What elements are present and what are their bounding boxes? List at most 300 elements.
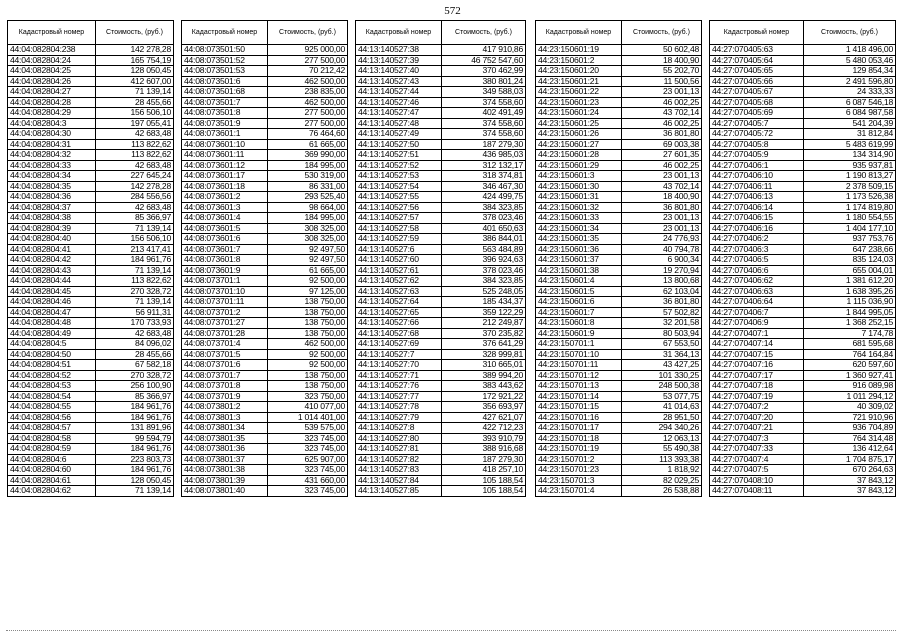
table-row <box>356 423 526 434</box>
table-row <box>356 433 526 444</box>
table-row <box>710 192 896 203</box>
table-row <box>8 265 174 276</box>
cost-value: 184 995,00 <box>268 160 348 171</box>
cost-value: 98 664,00 <box>268 202 348 213</box>
cadastral-number: 44:27:070405:67 <box>710 87 804 98</box>
header-cadastral: Кадастровый номер <box>8 21 96 45</box>
cost-value: 138 750,00 <box>268 297 348 308</box>
cost-value: 42 683,48 <box>96 328 174 339</box>
cadastral-table-4 <box>535 20 702 497</box>
table-row <box>182 465 348 476</box>
cadastral-number: 44:04:082804:40 <box>8 234 96 245</box>
cost-value: 1 404 177,10 <box>804 223 896 234</box>
cost-value: 128 050,45 <box>96 66 174 77</box>
header-cadastral: Кадастровый номер <box>710 21 804 45</box>
table-row <box>182 213 348 224</box>
cadastral-number: 44:13:140527:56 <box>356 202 442 213</box>
cadastral-number: 44:27:070408:11 <box>710 486 804 497</box>
cadastral-number: 44:23:150601:34 <box>536 223 622 234</box>
cost-value: 142 278,28 <box>96 45 174 56</box>
cadastral-number: 44:27:070407:20 <box>710 412 804 423</box>
cost-value: 156 506,10 <box>96 108 174 119</box>
table-row <box>8 244 174 255</box>
table-row <box>536 412 702 423</box>
table-row <box>710 265 896 276</box>
cadastral-number: 44:23:150701:23 <box>536 465 622 476</box>
cadastral-number: 44:08:073701:28 <box>182 328 268 339</box>
cadastral-number: 44:04:082804:34 <box>8 171 96 182</box>
cost-value: 185 434,37 <box>442 297 526 308</box>
cadastral-number: 44:04:082804:28 <box>8 97 96 108</box>
cost-value: 388 916,68 <box>442 444 526 455</box>
cadastral-number: 44:27:070407:18 <box>710 381 804 392</box>
table-row <box>8 391 174 402</box>
table-row <box>8 433 174 444</box>
table-row <box>710 129 896 140</box>
table-row <box>8 297 174 308</box>
cadastral-number: 44:13:140527:61 <box>356 265 442 276</box>
cost-value: 410 077,00 <box>268 402 348 413</box>
cost-value: 42 683,48 <box>96 202 174 213</box>
table-row <box>536 192 702 203</box>
cost-value: 46 002,25 <box>622 118 702 129</box>
cost-value: 40 309,02 <box>804 402 896 413</box>
cost-value: 412 607,00 <box>96 76 174 87</box>
table-row <box>710 181 896 192</box>
table-row <box>536 255 702 266</box>
cost-value: 359 122,29 <box>442 307 526 318</box>
cadastral-number: 44:13:140527:80 <box>356 433 442 444</box>
cost-value: 1 818,92 <box>622 465 702 476</box>
cadastral-number: 44:04:082804:56 <box>8 412 96 423</box>
table-row <box>710 328 896 339</box>
cadastral-number: 44:23:150701:2 <box>536 454 622 465</box>
table-row <box>536 454 702 465</box>
table-row <box>8 213 174 224</box>
cadastral-number: 44:04:082804:57 <box>8 423 96 434</box>
header-cost: Стоимость, (руб.) <box>622 21 702 45</box>
cost-value: 43 702,14 <box>622 108 702 119</box>
cost-value: 2 491 596,80 <box>804 76 896 87</box>
cost-value: 323 745,00 <box>268 433 348 444</box>
cost-value: 36 801,80 <box>622 129 702 140</box>
table-row <box>536 276 702 287</box>
cadastral-number: 44:23:150701:16 <box>536 412 622 423</box>
cost-value: 113 822,62 <box>96 139 174 150</box>
cost-value: 105 188,54 <box>442 486 526 497</box>
table-row <box>536 339 702 350</box>
cost-value: 277 500,00 <box>268 55 348 66</box>
table-row <box>356 412 526 423</box>
cost-value: 328 999,81 <box>442 349 526 360</box>
table-row <box>710 87 896 98</box>
cost-value: 681 595,68 <box>804 339 896 350</box>
cost-value: 374 558,60 <box>442 118 526 129</box>
table-row <box>710 244 896 255</box>
cost-value: 436 985,03 <box>442 150 526 161</box>
table-row <box>182 454 348 465</box>
cadastral-number: 44:08:073701:9 <box>182 391 268 402</box>
cost-value: 625 907,00 <box>268 454 348 465</box>
cost-value: 134 314,90 <box>804 150 896 161</box>
cadastral-number: 44:04:082804:35 <box>8 181 96 192</box>
table-row <box>182 444 348 455</box>
cadastral-number: 44:04:082804:31 <box>8 139 96 150</box>
cadastral-number: 44:04:082804:29 <box>8 108 96 119</box>
cost-value: 308 325,00 <box>268 234 348 245</box>
cadastral-number: 44:13:140527:51 <box>356 150 442 161</box>
cost-value: 323 745,00 <box>268 444 348 455</box>
cadastral-number: 44:13:140527:63 <box>356 286 442 297</box>
table-row <box>710 370 896 381</box>
cadastral-number: 44:08:073601:17 <box>182 171 268 182</box>
cadastral-number: 44:13:140527:44 <box>356 87 442 98</box>
table-row <box>536 360 702 371</box>
table-row <box>356 307 526 318</box>
cadastral-number: 44:13:140527:58 <box>356 223 442 234</box>
table-row <box>8 45 174 56</box>
table-row <box>8 286 174 297</box>
cadastral-number: 44:23:150601:24 <box>536 108 622 119</box>
table-row <box>8 423 174 434</box>
cost-value: 402 491,49 <box>442 108 526 119</box>
cost-value: 187 279,30 <box>442 139 526 150</box>
table-row <box>356 297 526 308</box>
table-row <box>182 318 348 329</box>
cadastral-number: 44:13:140527:60 <box>356 255 442 266</box>
cadastral-number: 44:08:073601:9 <box>182 265 268 276</box>
cost-value: 165 754,19 <box>96 55 174 66</box>
cost-value: 374 558,60 <box>442 97 526 108</box>
cadastral-number: 44:23:150701:14 <box>536 391 622 402</box>
cost-value: 24 776,93 <box>622 234 702 245</box>
cadastral-number: 44:27:070405:63 <box>710 45 804 56</box>
cadastral-number: 44:23:150601:30 <box>536 181 622 192</box>
cost-value: 105 188,54 <box>442 475 526 486</box>
cost-value: 61 665,00 <box>268 139 348 150</box>
table-row <box>356 391 526 402</box>
table-row <box>356 171 526 182</box>
cadastral-number: 44:04:082804:45 <box>8 286 96 297</box>
table-row <box>536 108 702 119</box>
cadastral-number: 44:04:082804:25 <box>8 66 96 77</box>
table-row <box>356 244 526 255</box>
cost-value: 46 002,25 <box>622 97 702 108</box>
cadastral-number: 44:27:070407:17 <box>710 370 804 381</box>
table-row <box>356 76 526 87</box>
table-row <box>536 55 702 66</box>
cadastral-number: 44:08:073501:6 <box>182 76 268 87</box>
cadastral-number: 44:23:150601:4 <box>536 276 622 287</box>
table-row <box>356 202 526 213</box>
table-row <box>710 171 896 182</box>
table-row <box>182 139 348 150</box>
cadastral-number: 44:13:140527:66 <box>356 318 442 329</box>
table-row <box>8 381 174 392</box>
table-row <box>710 202 896 213</box>
cost-value: 50 602,48 <box>622 45 702 56</box>
cost-value: 424 499,75 <box>442 192 526 203</box>
table-row <box>536 328 702 339</box>
table-row <box>710 307 896 318</box>
cadastral-number: 44:23:150601:3 <box>536 171 622 182</box>
table-row <box>182 192 348 203</box>
cost-value: 462 500,00 <box>268 339 348 350</box>
cadastral-number: 44:08:073801:39 <box>182 475 268 486</box>
cost-value: 277 500,00 <box>268 118 348 129</box>
table-row <box>182 181 348 192</box>
cadastral-number: 44:08:073801:36 <box>182 444 268 455</box>
cost-value: 85 366,97 <box>96 391 174 402</box>
table-row <box>356 339 526 350</box>
cost-value: 71 139,14 <box>96 265 174 276</box>
cadastral-number: 44:08:073701:2 <box>182 307 268 318</box>
cost-value: 462 500,00 <box>268 76 348 87</box>
cadastral-number: 44:04:082804:43 <box>8 265 96 276</box>
cost-value: 67 582,18 <box>96 360 174 371</box>
cost-value: 1 704 875,17 <box>804 454 896 465</box>
cost-value: 1 115 036,90 <box>804 297 896 308</box>
cost-value: 2 378 509,15 <box>804 181 896 192</box>
table-row <box>182 265 348 276</box>
cost-value: 23 001,13 <box>622 213 702 224</box>
cadastral-number: 44:27:070406:14 <box>710 202 804 213</box>
table-row <box>536 402 702 413</box>
cost-value: 138 750,00 <box>268 318 348 329</box>
cost-value: 1 190 813,27 <box>804 171 896 182</box>
cadastral-number: 44:23:150601:38 <box>536 265 622 276</box>
cadastral-table-2 <box>181 20 348 497</box>
cadastral-number: 44:27:070406:64 <box>710 297 804 308</box>
cadastral-number: 44:27:070406:3 <box>710 244 804 255</box>
header-cadastral: Кадастровый номер <box>356 21 442 45</box>
cost-value: 92 500,00 <box>268 276 348 287</box>
table-row <box>710 412 896 423</box>
cost-value: 386 844,01 <box>442 234 526 245</box>
cadastral-number: 44:13:140527:69 <box>356 339 442 350</box>
cadastral-number: 44:13:140527:47 <box>356 108 442 119</box>
cost-value: 28 455,66 <box>96 97 174 108</box>
table-row <box>536 244 702 255</box>
cost-value: 86 331,00 <box>268 181 348 192</box>
cadastral-number: 44:13:140527:8 <box>356 423 442 434</box>
table-row <box>8 55 174 66</box>
table-row <box>8 328 174 339</box>
cadastral-number: 44:08:073701:6 <box>182 360 268 371</box>
cost-value: 71 139,14 <box>96 223 174 234</box>
cadastral-number: 44:04:082804:33 <box>8 160 96 171</box>
table-row <box>710 444 896 455</box>
cost-value: 138 750,00 <box>268 307 348 318</box>
cost-value: 136 412,64 <box>804 444 896 455</box>
cost-value: 370 235,82 <box>442 328 526 339</box>
cost-value: 57 502,82 <box>622 307 702 318</box>
table-row <box>536 223 702 234</box>
cadastral-number: 44:08:073701:5 <box>182 349 268 360</box>
table-row <box>536 486 702 497</box>
cost-value: 374 558,60 <box>442 129 526 140</box>
cost-value: 128 050,45 <box>96 475 174 486</box>
table-row <box>710 349 896 360</box>
table-row <box>710 139 896 150</box>
cost-value: 248 500,38 <box>622 381 702 392</box>
table-row <box>356 465 526 476</box>
table-row <box>356 118 526 129</box>
cadastral-number: 44:23:150701:3 <box>536 475 622 486</box>
cadastral-number: 44:27:070407:16 <box>710 360 804 371</box>
table-row <box>182 276 348 287</box>
cadastral-number: 44:13:140527:70 <box>356 360 442 371</box>
table-row <box>356 454 526 465</box>
table-row <box>536 66 702 77</box>
table-row <box>710 286 896 297</box>
cadastral-number: 44:08:073701:27 <box>182 318 268 329</box>
table-row <box>356 55 526 66</box>
table-row <box>536 234 702 245</box>
table-row <box>536 87 702 98</box>
cadastral-number: 44:23:150601:21 <box>536 76 622 87</box>
table-row <box>182 223 348 234</box>
cadastral-number: 44:23:150601:2 <box>536 55 622 66</box>
table-row <box>356 286 526 297</box>
cadastral-number: 44:23:150701:12 <box>536 370 622 381</box>
cost-value: 46 752 547,60 <box>442 55 526 66</box>
table-row <box>356 402 526 413</box>
table-row <box>182 244 348 255</box>
table-row <box>536 213 702 224</box>
cost-value: 417 910,86 <box>442 45 526 56</box>
cost-value: 212 249,87 <box>442 318 526 329</box>
header-cost: Стоимость, (руб.) <box>804 21 896 45</box>
cadastral-number: 44:23:150701:17 <box>536 423 622 434</box>
cost-value: 19 270,94 <box>622 265 702 276</box>
page-number: 572 <box>444 5 461 17</box>
cadastral-table-1 <box>7 20 174 497</box>
cadastral-number: 44:08:073701:1 <box>182 276 268 287</box>
cost-value: 85 366,97 <box>96 213 174 224</box>
table-row <box>536 202 702 213</box>
table-row <box>710 234 896 245</box>
table-row <box>710 255 896 266</box>
cadastral-number: 44:08:073501:9 <box>182 118 268 129</box>
cost-value: 1 014 401,00 <box>268 412 348 423</box>
table-row <box>710 381 896 392</box>
cadastral-number: 44:08:073601:18 <box>182 181 268 192</box>
cadastral-number: 44:13:140527:46 <box>356 97 442 108</box>
cadastral-number: 44:08:073501:50 <box>182 45 268 56</box>
cadastral-number: 44:13:140527:38 <box>356 45 442 56</box>
table-row <box>710 108 896 119</box>
cost-value: 42 683,48 <box>96 160 174 171</box>
cadastral-number: 44:04:082804:55 <box>8 402 96 413</box>
table-row <box>182 160 348 171</box>
cadastral-number: 44:08:073801:37 <box>182 454 268 465</box>
cost-value: 92 500,00 <box>268 349 348 360</box>
table-row <box>536 286 702 297</box>
table-row <box>182 129 348 140</box>
cost-value: 764 314,48 <box>804 433 896 444</box>
table-row <box>8 66 174 77</box>
table-row <box>8 255 174 266</box>
cost-value: 396 924,63 <box>442 255 526 266</box>
cost-value: 80 503,94 <box>622 328 702 339</box>
cost-value: 71 139,14 <box>96 486 174 497</box>
cadastral-number: 44:08:073601:8 <box>182 255 268 266</box>
cost-value: 43 427,25 <box>622 360 702 371</box>
table-row <box>356 139 526 150</box>
cost-value: 431 660,00 <box>268 475 348 486</box>
table-row <box>356 223 526 234</box>
cadastral-number: 44:08:073501:68 <box>182 87 268 98</box>
cost-value: 563 484,89 <box>442 244 526 255</box>
cadastral-number: 44:13:140527:64 <box>356 297 442 308</box>
cadastral-number: 44:04:082804:48 <box>8 318 96 329</box>
cost-value: 113 822,62 <box>96 150 174 161</box>
cadastral-number: 44:27:070407:5 <box>710 465 804 476</box>
cost-value: 156 506,10 <box>96 234 174 245</box>
cost-value: 184 961,76 <box>96 465 174 476</box>
table-row <box>182 402 348 413</box>
cost-value: 32 201,58 <box>622 318 702 329</box>
cost-value: 71 139,14 <box>96 87 174 98</box>
cadastral-number: 44:04:082804:27 <box>8 87 96 98</box>
cadastral-number: 44:27:070407:2 <box>710 402 804 413</box>
cost-value: 99 594,79 <box>96 433 174 444</box>
table-row <box>710 318 896 329</box>
table-row <box>8 349 174 360</box>
table-row <box>8 412 174 423</box>
cadastral-number: 44:08:073601:7 <box>182 244 268 255</box>
table-row <box>536 76 702 87</box>
cadastral-number: 44:04:082804:47 <box>8 307 96 318</box>
table-row <box>8 444 174 455</box>
cost-value: 184 961,76 <box>96 255 174 266</box>
table-row <box>182 108 348 119</box>
cost-value: 1 174 819,80 <box>804 202 896 213</box>
cadastral-number: 44:04:082804:30 <box>8 129 96 140</box>
cadastral-number: 44:13:140527:76 <box>356 381 442 392</box>
cost-value: 184 995,00 <box>268 213 348 224</box>
table-row <box>356 444 526 455</box>
table-row <box>182 45 348 56</box>
cadastral-number: 44:04:082804:61 <box>8 475 96 486</box>
cadastral-number: 44:23:150601:31 <box>536 192 622 203</box>
table-row <box>182 475 348 486</box>
cadastral-number: 44:13:140527:53 <box>356 171 442 182</box>
cadastral-number: 44:08:073601:4 <box>182 213 268 224</box>
cost-value: 37 843,12 <box>804 486 896 497</box>
table-row <box>710 223 896 234</box>
cadastral-number: 44:08:073501:53 <box>182 66 268 77</box>
table-row <box>536 118 702 129</box>
table-row <box>356 213 526 224</box>
table-row <box>536 423 702 434</box>
table-row <box>536 139 702 150</box>
cost-value: 23 001,13 <box>622 223 702 234</box>
cost-value: 312 132,17 <box>442 160 526 171</box>
cadastral-number: 44:23:150601:20 <box>536 66 622 77</box>
cadastral-number: 44:23:150701:11 <box>536 360 622 371</box>
cost-value: 238 835,00 <box>268 87 348 98</box>
cost-value: 835 124,03 <box>804 255 896 266</box>
table-row <box>356 87 526 98</box>
cost-value: 97 125,00 <box>268 286 348 297</box>
cost-value: 1 418 496,00 <box>804 45 896 56</box>
cadastral-number: 44:04:082804:3 <box>8 118 96 129</box>
table-row <box>8 181 174 192</box>
table-row <box>710 276 896 287</box>
table-row <box>536 318 702 329</box>
